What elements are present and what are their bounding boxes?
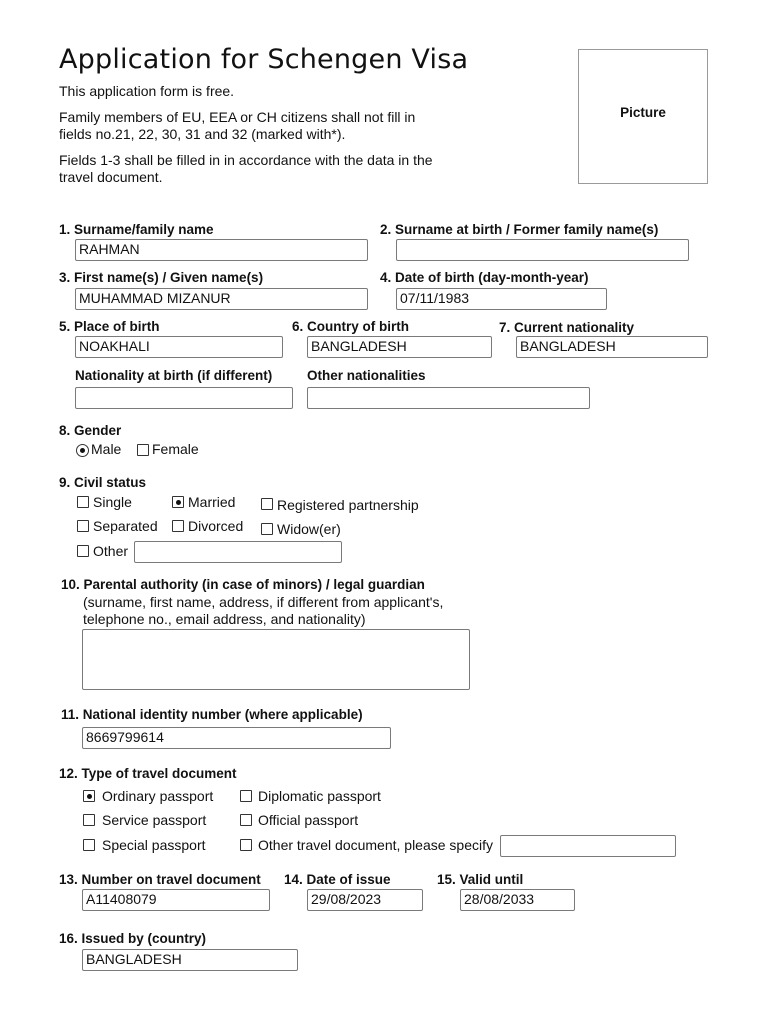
doc-service-passport-label: Service passport	[102, 812, 207, 828]
civil-widower-checkbox[interactable]	[261, 523, 273, 535]
surname-field[interactable]: RAHMAN	[75, 239, 368, 261]
nationality-at-birth-field[interactable]	[75, 387, 293, 409]
civil-married-label: Married	[188, 494, 236, 510]
intro-free-notice: This application form is free.	[59, 83, 235, 99]
gender-label: 8. Gender	[59, 423, 122, 438]
current-nationality-field[interactable]: BANGLADESH	[516, 336, 708, 358]
civil-other-field[interactable]	[134, 541, 342, 563]
civil-other-checkbox[interactable]	[77, 545, 89, 557]
surname-at-birth-label: 2. Surname at birth / Former family name(s)	[380, 222, 659, 237]
doc-diplomatic-passport-label: Diplomatic passport	[258, 788, 381, 804]
gender-male-radio[interactable]	[76, 444, 89, 457]
travel-document-number-field[interactable]: A11408079	[82, 889, 270, 911]
doc-other-label: Other travel document, please specify	[258, 837, 494, 853]
doc-service-passport-checkbox[interactable]	[83, 814, 95, 826]
intro-family-notice-line2: fields no.21, 22, 30, 31 and 32 (marked with*).	[59, 126, 346, 142]
nationality-at-birth-label: Nationality at birth (if different)	[75, 368, 273, 383]
national-id-field[interactable]: 8669799614	[82, 727, 391, 749]
issued-by-field[interactable]: BANGLADESH	[82, 949, 298, 971]
first-name-field[interactable]: MUHAMMAD MIZANUR	[75, 288, 368, 310]
travel-document-type-label: 12. Type of travel document	[59, 766, 237, 781]
parental-authority-sub-line1: (surname, first name, address, if different from applicant's,	[83, 594, 444, 610]
doc-other-field[interactable]	[500, 835, 676, 857]
form-title: Application for Schengen Visa	[59, 44, 469, 75]
civil-widower-label: Widow(er)	[277, 521, 341, 537]
civil-single-checkbox[interactable]	[77, 496, 89, 508]
civil-status-label: 9. Civil status	[59, 475, 147, 490]
valid-until-field[interactable]: 28/08/2033	[460, 889, 575, 911]
date-of-issue-field[interactable]: 29/08/2023	[307, 889, 423, 911]
parental-authority-sub-line2: telephone no., email address, and nationality)	[83, 611, 366, 627]
doc-special-passport-label: Special passport	[102, 837, 206, 853]
doc-diplomatic-passport-checkbox[interactable]	[240, 790, 252, 802]
first-name-label: 3. First name(s) / Given name(s)	[59, 270, 264, 285]
valid-until-label: 15. Valid until	[437, 872, 524, 887]
picture-box[interactable]	[578, 49, 708, 184]
date-of-birth-label: 4. Date of birth (day-month-year)	[380, 270, 589, 285]
picture-label: Picture	[620, 105, 666, 120]
country-of-birth-label: 6. Country of birth	[292, 319, 409, 334]
civil-divorced-checkbox[interactable]	[172, 520, 184, 532]
parental-authority-field[interactable]	[82, 629, 470, 690]
doc-ordinary-passport-checkbox[interactable]	[83, 790, 95, 802]
gender-female-label: Female	[152, 441, 199, 457]
date-of-issue-label: 14. Date of issue	[284, 872, 391, 887]
civil-separated-checkbox[interactable]	[77, 520, 89, 532]
national-id-label: 11. National identity number (where applicable)	[61, 707, 363, 722]
current-nationality-label: 7. Current nationality	[499, 320, 635, 335]
gender-male-label: Male	[91, 441, 122, 457]
other-nationalities-field[interactable]	[307, 387, 590, 409]
civil-divorced-label: Divorced	[188, 518, 244, 534]
civil-other-label: Other	[93, 543, 129, 559]
place-of-birth-field[interactable]: NOAKHALI	[75, 336, 283, 358]
issued-by-label: 16. Issued by (country)	[59, 931, 207, 946]
civil-registered-partnership-label: Registered partnership	[277, 497, 419, 513]
doc-official-passport-checkbox[interactable]	[240, 814, 252, 826]
civil-married-checkbox[interactable]	[172, 496, 184, 508]
intro-fields-notice-line2: travel document.	[59, 169, 163, 185]
civil-registered-partnership-checkbox[interactable]	[261, 498, 273, 510]
intro-family-notice-line1: Family members of EU, EEA or CH citizens shall not fill in	[59, 109, 416, 125]
parental-authority-label: 10. Parental authority (in case of minors) / legal guardian	[61, 577, 425, 592]
date-of-birth-field[interactable]: 07/11/1983	[396, 288, 607, 310]
gender-female-checkbox[interactable]	[137, 444, 149, 456]
other-nationalities-label: Other nationalities	[307, 368, 426, 383]
surname-label: 1. Surname/family name	[59, 222, 214, 237]
intro-fields-notice-line1: Fields 1-3 shall be filled in in accordance with the data in the	[59, 152, 433, 168]
place-of-birth-label: 5. Place of birth	[59, 319, 160, 334]
doc-official-passport-label: Official passport	[258, 812, 359, 828]
travel-document-number-label: 13. Number on travel document	[59, 872, 261, 887]
surname-at-birth-field[interactable]	[396, 239, 689, 261]
civil-single-label: Single	[93, 494, 132, 510]
doc-other-checkbox[interactable]	[240, 839, 252, 851]
doc-ordinary-passport-label: Ordinary passport	[102, 788, 214, 804]
doc-special-passport-checkbox[interactable]	[83, 839, 95, 851]
country-of-birth-field[interactable]: BANGLADESH	[307, 336, 492, 358]
civil-separated-label: Separated	[93, 518, 158, 534]
